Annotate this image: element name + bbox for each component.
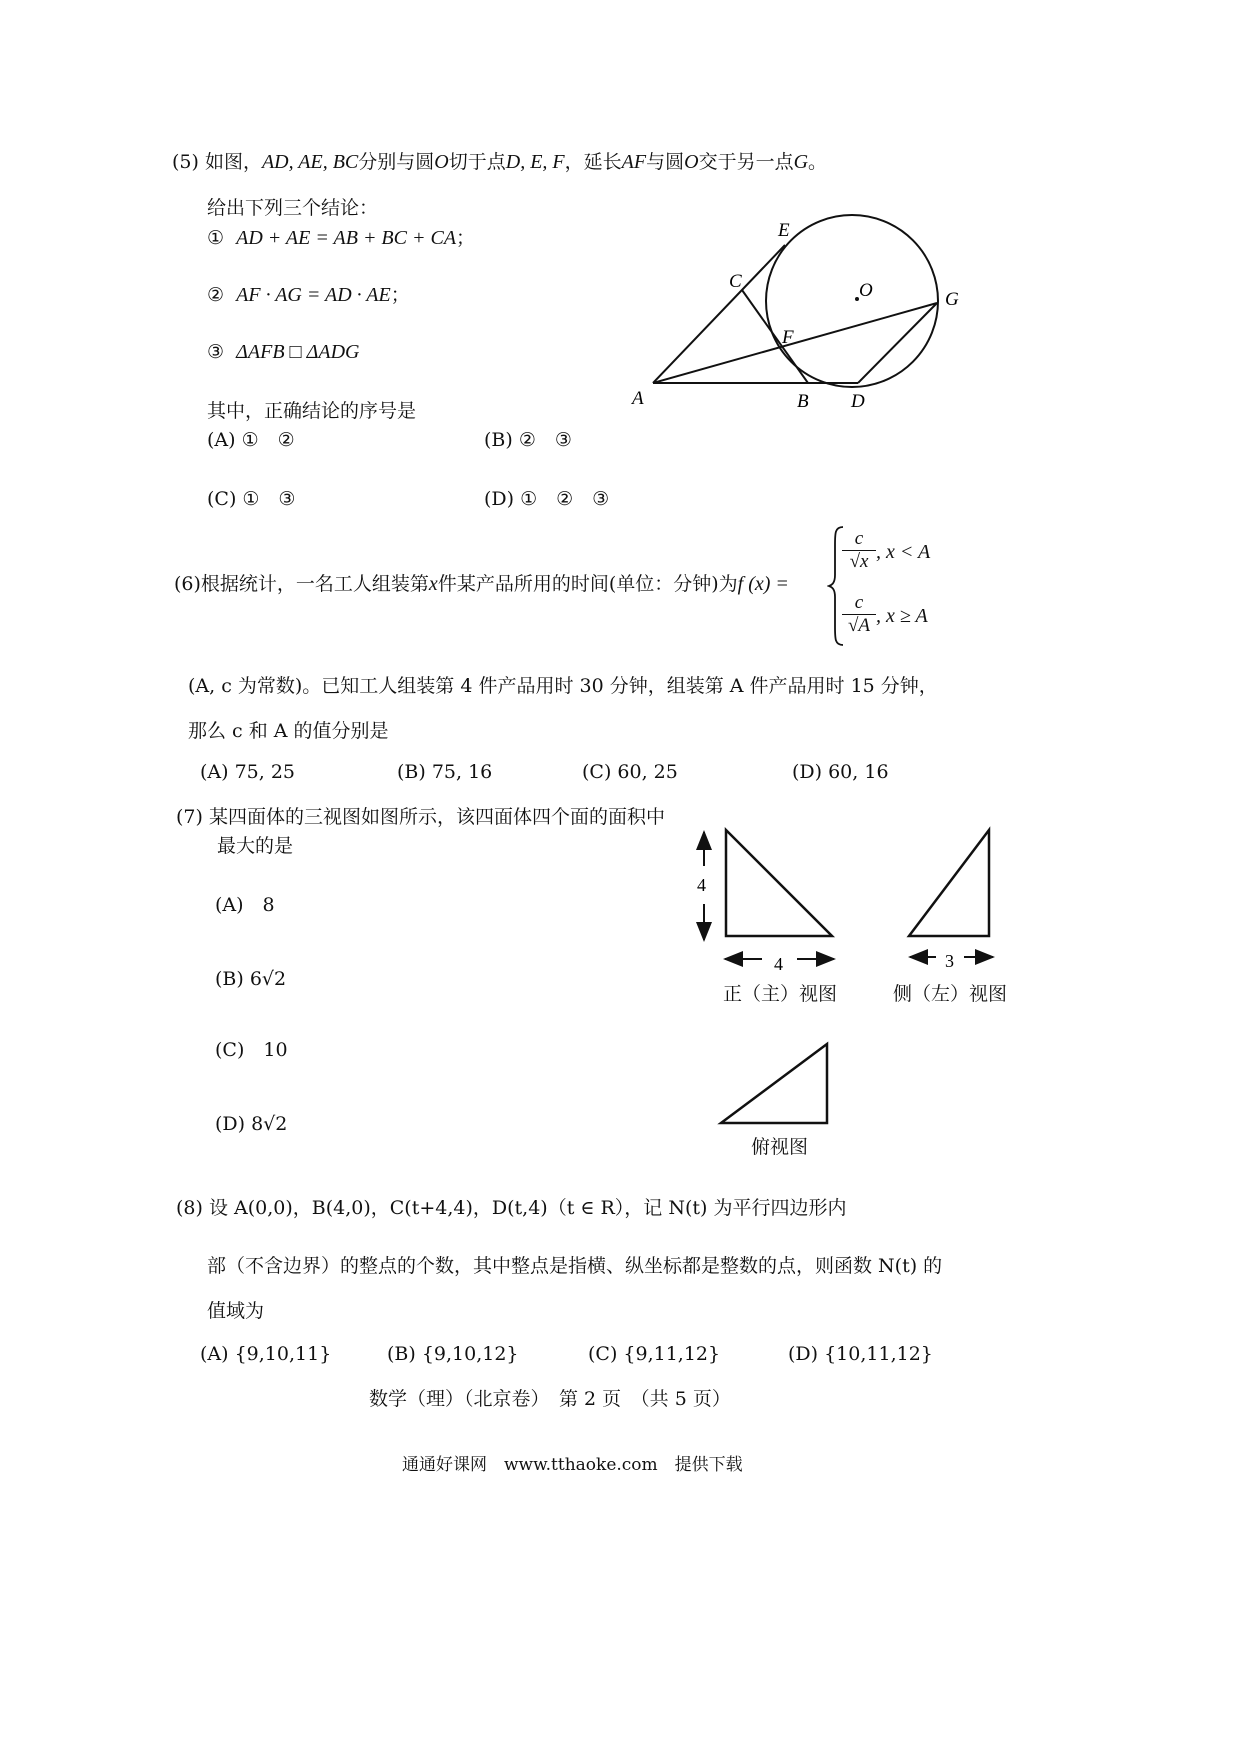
- q6-case2-condition: , x ≥ A: [876, 605, 928, 627]
- q5-conclusion-3: ③ ΔAFB □ ΔADG: [207, 341, 360, 363]
- q8-option-a[interactable]: (A) {9,10,11}: [200, 1343, 332, 1365]
- q6-case1-denominator: √x: [842, 550, 876, 573]
- q6-option-c[interactable]: (C) 60, 25: [582, 761, 678, 783]
- page-footer: 数学（理）（北京卷） 第 2 页 （共 5 页）: [369, 1388, 731, 1410]
- q6-option-b[interactable]: (B) 75, 16: [397, 761, 493, 783]
- q6-option-a[interactable]: (A) 75, 25: [200, 761, 296, 783]
- q6-line-3: 那么 c 和 A 的值分别是: [188, 720, 389, 742]
- q6-option-d[interactable]: (D) 60, 16: [792, 761, 889, 783]
- label-e: E: [778, 220, 790, 241]
- front-width-label: 4: [774, 954, 783, 974]
- q7-side-caption: 侧（左）视图: [893, 983, 1008, 1005]
- q8-line-3: 值域为: [207, 1300, 265, 1322]
- q5-option-d[interactable]: (D) ① ② ③: [484, 488, 610, 510]
- q5-conclusion-2: ② AF · AG = AD · AE；: [207, 284, 410, 306]
- q8-option-b[interactable]: (B) {9,10,12}: [387, 1343, 519, 1365]
- label-o: O: [859, 280, 873, 301]
- q7-option-c[interactable]: (C) 10: [215, 1039, 288, 1061]
- q8-line-1: (8) 设 A(0,0)，B(4,0)，C(t+4,4)，D(t,4)（t ∈ R），记 N(t) 为平行四边形内: [176, 1197, 847, 1219]
- q6-case2-denominator: √A: [842, 614, 876, 637]
- q5-stem: (5) 如图，AD, AE, BC分别与圆O切于点D, E, F，延长AF与圆O交于另一点G。: [172, 151, 828, 173]
- label-b: B: [797, 391, 809, 412]
- q6-case1-condition: , x < A: [876, 541, 931, 563]
- q5-question: 其中，正确结论的序号是: [207, 400, 417, 422]
- q5-option-c[interactable]: (C) ① ③: [207, 488, 296, 510]
- q8-option-d[interactable]: (D) {10,11,12}: [788, 1343, 933, 1365]
- label-c: C: [729, 271, 742, 292]
- label-g: G: [945, 289, 959, 310]
- front-height-label: 4: [697, 875, 706, 895]
- q5-intro: 给出下列三个结论：: [207, 197, 379, 219]
- q5-option-a[interactable]: (A) ① ②: [207, 429, 295, 451]
- q6-stem: (6)根据统计，一名工人组装第x件某产品所用的时间(单位：分钟)为f (x) =: [174, 573, 789, 595]
- q6-line-2: (A, c 为常数)。已知工人组装第 4 件产品用时 30 分钟，组装第 A 件产品用时 15 分钟，: [188, 675, 938, 697]
- q7-stem-1: (7) 某四面体的三视图如图所示，该四面体四个面的面积中: [176, 806, 665, 828]
- q6-case2-numerator: c: [854, 592, 864, 613]
- label-a: A: [632, 388, 644, 409]
- source-footer: 通通好课网 www.tthaoke.com 提供下载: [402, 1455, 743, 1475]
- q7-stem-2: 最大的是: [217, 835, 294, 857]
- q5-conclusion-1: ① AD + AE = AB + BC + CA；: [207, 227, 476, 249]
- side-width-label: 3: [945, 951, 954, 971]
- q7-top-caption: 俯视图: [751, 1136, 809, 1158]
- q7-option-a[interactable]: (A) 8: [215, 894, 275, 916]
- side-view-triangle: [909, 830, 989, 936]
- label-d: D: [851, 391, 865, 412]
- q5-option-b[interactable]: (B) ② ③: [484, 429, 572, 451]
- q7-option-d[interactable]: (D) 8√2: [215, 1113, 288, 1135]
- q8-line-2: 部（不含边界）的整点的个数，其中整点是指横、纵坐标都是整数的点，则函数 N(t) 的: [207, 1255, 943, 1277]
- label-f: F: [782, 327, 794, 348]
- top-view-triangle: [721, 1044, 827, 1123]
- q6-case1-numerator: c: [854, 528, 864, 549]
- q7-front-caption: 正（主）视图: [723, 983, 838, 1005]
- front-view-triangle: [726, 830, 832, 936]
- q7-option-b[interactable]: (B) 6√2: [215, 968, 287, 990]
- q8-option-c[interactable]: (C) {9,11,12}: [588, 1343, 721, 1365]
